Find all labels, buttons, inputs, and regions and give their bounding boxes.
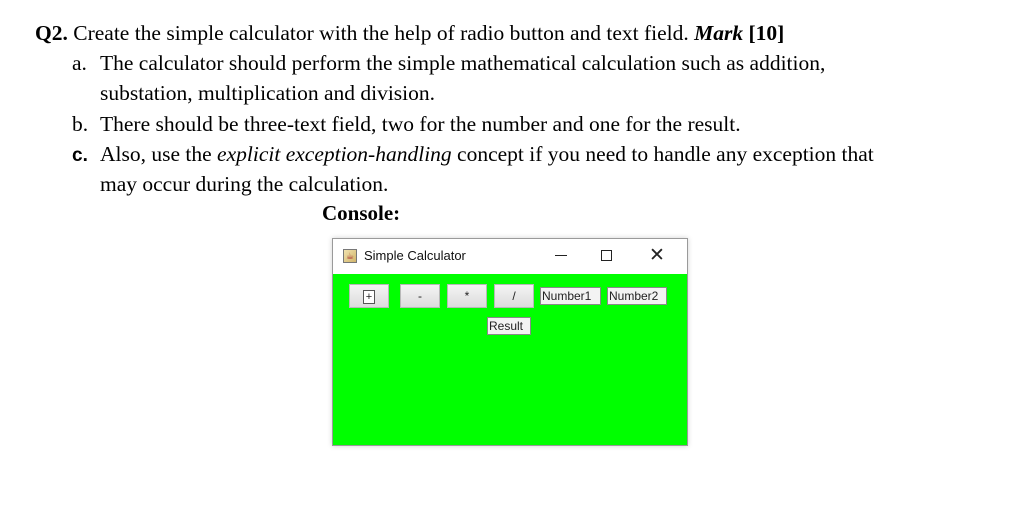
item-a-line1: [72, 50, 825, 76]
close-button[interactable]: ✕: [649, 245, 665, 266]
radio-divide-label: /: [512, 289, 516, 303]
console-label: Console:: [322, 201, 401, 225]
number2-field[interactable]: Number2: [607, 287, 667, 305]
calculator-content-pane: [333, 274, 687, 445]
maximize-icon: [601, 250, 612, 261]
radio-add[interactable]: [349, 284, 389, 308]
window-title: Simple Calculator: [364, 248, 466, 263]
mark-label: Mark: [694, 21, 744, 45]
item-a-marker: a.: [72, 51, 87, 75]
item-c-suffix: concept if you need to handle any exception that: [451, 142, 874, 166]
window-titlebar[interactable]: [333, 239, 687, 274]
item-c-prefix: Also, use the: [100, 142, 218, 166]
calculator-window: [332, 238, 688, 446]
question-text: Create the simple calculator with the help of radio button and text field.: [67, 21, 695, 45]
item-a-text: The calculator should perform the simple mathematical calculation such as addition,: [100, 51, 826, 75]
item-c-line1: [72, 141, 874, 169]
radio-subtract[interactable]: [400, 284, 440, 308]
result-field[interactable]: Result: [487, 317, 531, 335]
radio-divide[interactable]: [494, 284, 534, 308]
item-a-line2: substation, multiplication and division.: [100, 81, 436, 105]
question-number: Q2.: [35, 21, 68, 45]
radio-multiply-label: *: [464, 289, 470, 303]
maximize-button[interactable]: [593, 244, 619, 268]
item-b-marker: b.: [72, 112, 89, 136]
radio-subtract-label: -: [418, 289, 422, 303]
question-heading: [35, 20, 784, 46]
java-app-icon: ☕: [343, 249, 357, 263]
item-c-line2: may occur during the calculation.: [100, 172, 389, 196]
mark-value: [10]: [743, 21, 785, 45]
number1-field[interactable]: Number1: [540, 287, 601, 305]
radio-multiply[interactable]: [447, 284, 487, 308]
item-b-line1: [72, 111, 741, 137]
minimize-button[interactable]: [548, 244, 574, 268]
item-c-marker: c.: [72, 145, 88, 166]
item-b-text: There should be three-text field, two for the number and one for the result.: [100, 112, 741, 136]
radio-add-label: +: [363, 290, 375, 304]
minimize-icon: [555, 255, 567, 256]
item-c-emphasis: explicit exception-handling: [217, 142, 452, 166]
